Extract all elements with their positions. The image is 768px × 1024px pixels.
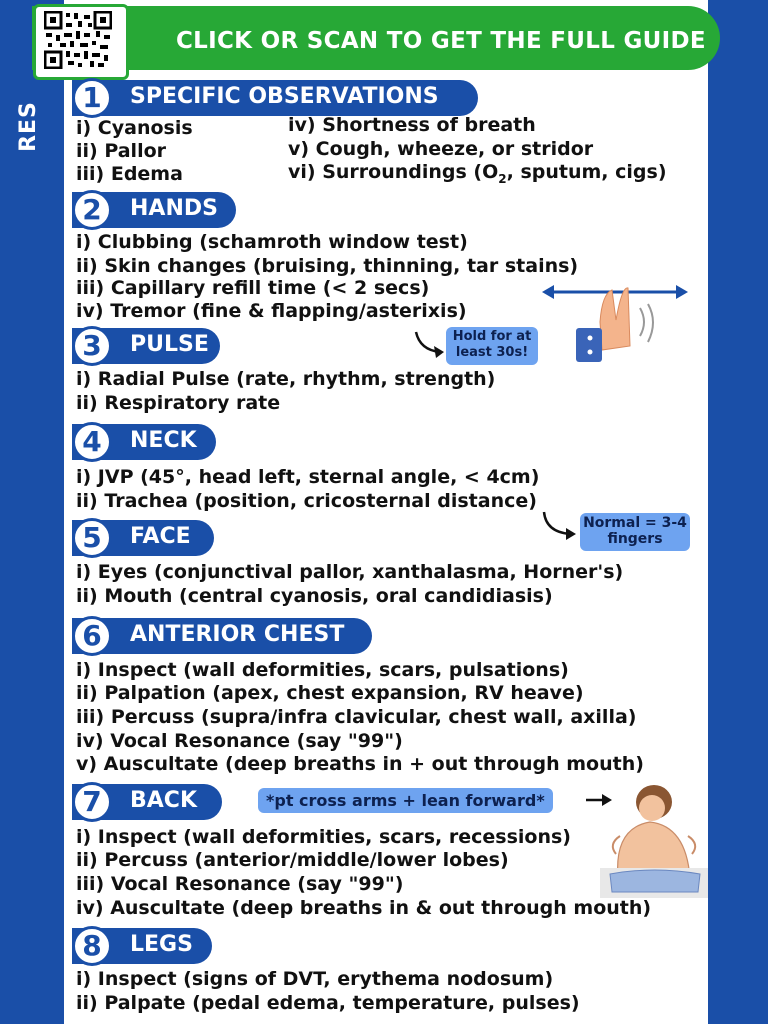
callout-normal: Normal = 3-4 fingers — [580, 513, 690, 551]
section-8-header — [72, 928, 212, 964]
left-sidebar — [0, 0, 64, 1024]
section-number: 6 — [72, 616, 112, 656]
side-tab-label: RES — [15, 100, 41, 152]
list-item: ii) Respiratory rate — [76, 392, 281, 414]
section-2-header — [72, 192, 236, 228]
section-title: HANDS — [130, 196, 218, 221]
arrow-icon — [412, 330, 448, 360]
observation-item-surroundings: vi) Surroundings ($O_2$, sputum, cigs) — [288, 161, 667, 186]
list-item: i) Inspect (wall deformities, scars, recessions) — [76, 826, 571, 848]
list-item: i) Radial Pulse (rate, rhythm, strength) — [76, 368, 496, 390]
section-number: 8 — [72, 926, 112, 966]
section-title: SPECIFIC OBSERVATIONS — [130, 84, 439, 109]
list-item: v) Auscultate (deep breaths in + out through mouth) — [76, 753, 644, 775]
list-item: i) Inspect (wall deformities, scars, pulsations) — [76, 659, 569, 681]
section-3-header — [72, 328, 220, 364]
qr-code-icon[interactable] — [33, 4, 129, 80]
right-sidebar — [708, 0, 768, 1024]
list-item: ii) Percuss (anterior/middle/lower lobes) — [76, 849, 509, 871]
section-title: ANTERIOR CHEST — [130, 622, 345, 647]
observation-item: iii) Edema — [76, 163, 183, 185]
patient-leaning-icon — [600, 782, 708, 898]
tremor-hand-icon — [540, 272, 690, 368]
list-item: ii) Palpate (pedal edema, temperature, pulses) — [76, 992, 580, 1014]
full-guide-banner[interactable] — [32, 6, 720, 70]
section-5-header — [72, 520, 214, 556]
callout-hold: Hold for at least 30s! — [446, 327, 538, 365]
section-title: BACK — [130, 788, 197, 813]
section-number: 1 — [72, 78, 112, 118]
list-item: i) Eyes (conjunctival pallor, xanthalasma, Horner's) — [76, 561, 624, 583]
observation-item: i) Cyanosis — [76, 117, 193, 139]
section-title: LEGS — [130, 932, 193, 957]
section-title: FACE — [130, 524, 191, 549]
observation-item: ii) Pallor — [76, 140, 167, 162]
list-item: iv) Auscultate (deep breaths in & out through mouth) — [76, 897, 652, 919]
list-item: ii) Trachea (position, cricosternal distance) — [76, 490, 537, 512]
list-item: iii) Capillary refill time (< 2 secs) — [76, 277, 430, 299]
list-item: iii) Percuss (supra/infra clavicular, chest wall, axilla) — [76, 706, 637, 728]
section-4-header — [72, 424, 216, 460]
list-item: i) JVP (45°, head left, sternal angle, < 4cm) — [76, 466, 540, 488]
observation-item: v) Cough, wheeze, or stridor — [288, 138, 594, 160]
list-item: ii) Mouth (central cyanosis, oral candidiasis) — [76, 585, 553, 607]
section-title: PULSE — [130, 332, 209, 357]
section-number: 5 — [72, 518, 112, 558]
section-number: 7 — [72, 782, 112, 822]
section-6-header — [72, 618, 372, 654]
list-item: i) Clubbing (schamroth window test) — [76, 231, 468, 253]
section-1-header — [72, 80, 478, 116]
list-item: iv) Tremor (fine & flapping/asterixis) — [76, 300, 467, 322]
observation-item: iv) Shortness of breath — [288, 114, 536, 136]
banner-text[interactable]: CLICK OR SCAN TO GET THE FULL GUIDE — [176, 28, 706, 54]
list-item: iii) Vocal Resonance (say "99") — [76, 873, 404, 895]
list-item: ii) Skin changes (bruising, thinning, tar stains) — [76, 255, 579, 277]
section-number: 2 — [72, 190, 112, 230]
list-item: i) Inspect (signs of DVT, erythema nodosum) — [76, 968, 554, 990]
section-number: 4 — [72, 422, 112, 462]
section-number: 3 — [72, 326, 112, 366]
list-item: ii) Palpation (apex, chest expansion, RV heave) — [76, 682, 584, 704]
section-title: NECK — [130, 428, 197, 453]
list-item: iv) Vocal Resonance (say "99") — [76, 730, 403, 752]
section-7-header — [72, 784, 222, 820]
callout-lean-forward: *pt cross arms + lean forward* — [258, 788, 553, 813]
arrow-icon — [540, 510, 580, 542]
